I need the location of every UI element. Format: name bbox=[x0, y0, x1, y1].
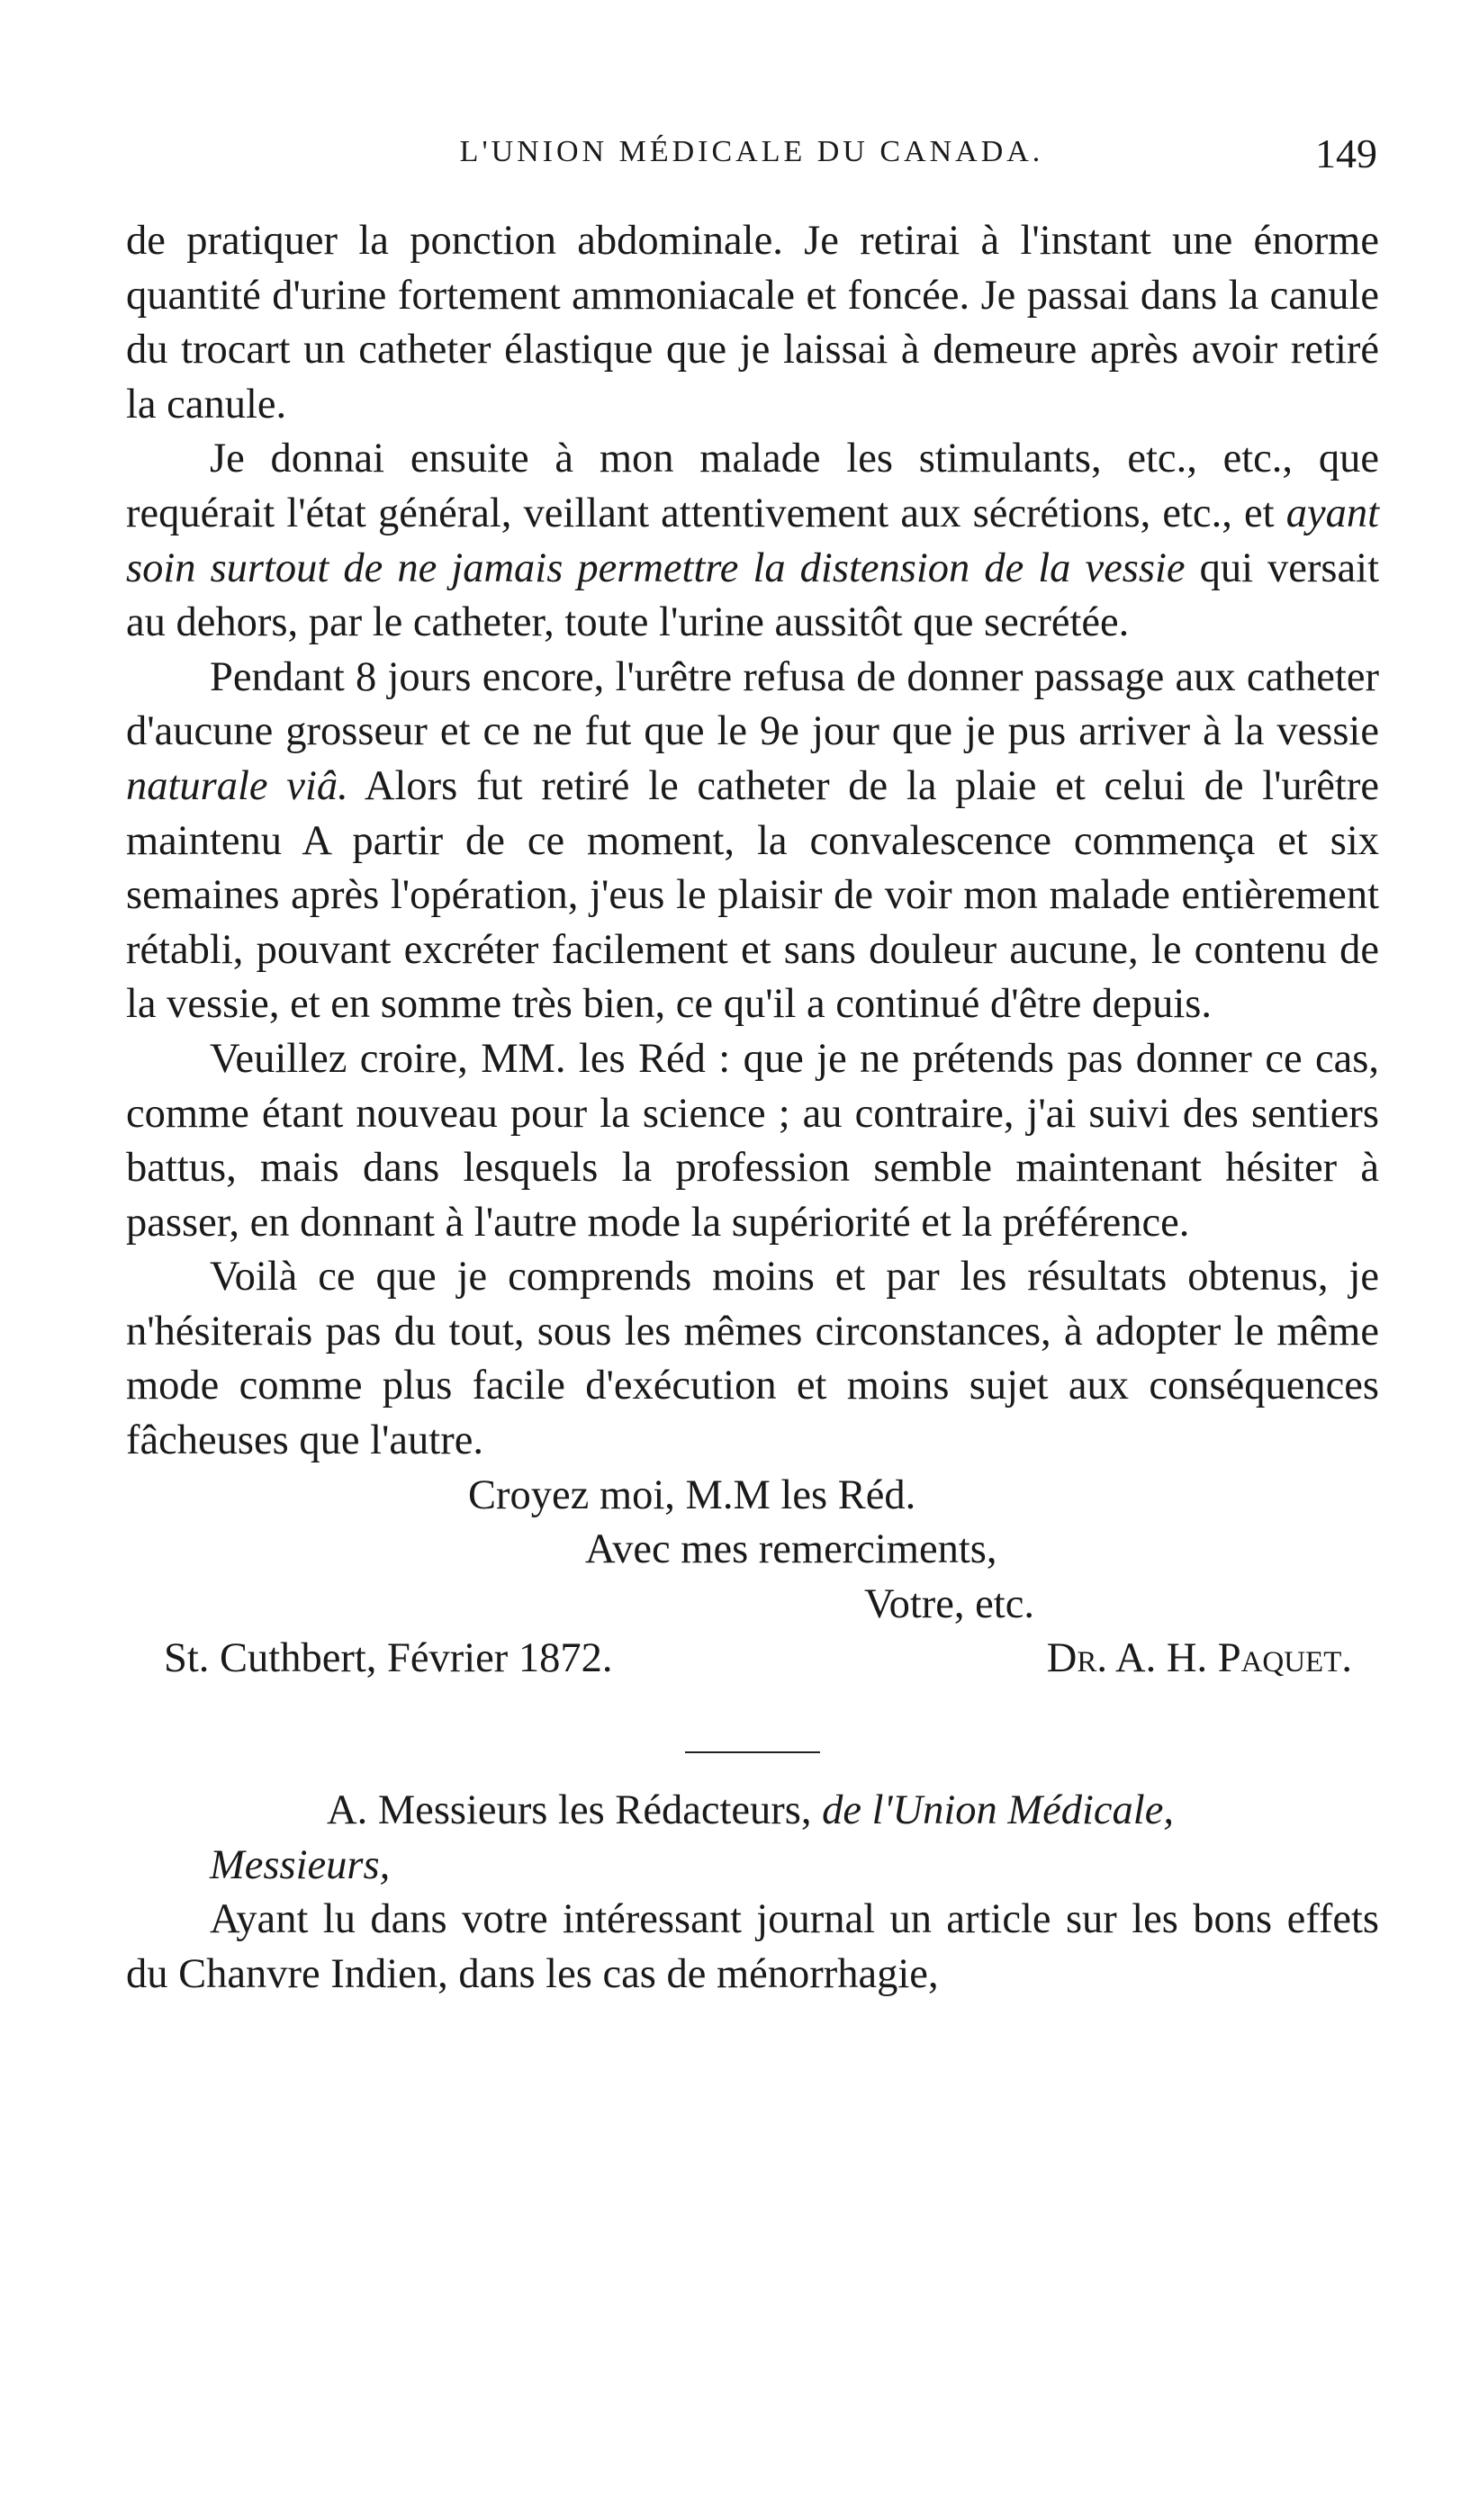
running-title: L'UNION MÉDICALE DU CANADA. bbox=[459, 135, 1044, 168]
letter-closing bbox=[126, 1469, 1379, 1687]
paragraph bbox=[126, 432, 1379, 650]
italic-text: Messieurs, bbox=[210, 1841, 391, 1888]
letter-address bbox=[126, 1784, 1379, 1839]
paragraph bbox=[126, 651, 1379, 1032]
text-run: qui versait au dehors, par le catheter, toute l'urine aussitôt que secrétée. bbox=[126, 544, 1380, 646]
italic-text: naturale viâ. bbox=[126, 762, 348, 809]
author-signature: Dr. A. H. Paquet. bbox=[1046, 1635, 1352, 1682]
section-divider bbox=[685, 1751, 820, 1753]
text-run: Je donnai ensuite à mon malade les stimulants, etc., etc., que requérait l'état général, veillant attentivement aux sécrétions, etc., et bbox=[126, 436, 1379, 536]
text-run: Pendant 8 jours encore, l'urêtre refusa de donner passage aux catheter d'aucune grosseur et ce ne fut que le 9e jour que je pus arriver à la vessie bbox=[126, 653, 1379, 755]
text-run: A. Messieurs les Rédacteurs, bbox=[327, 1787, 823, 1834]
paragraph: de pratiquer la ponction abdominale. Je retirai à l'instant une énorme quantité d'urine fortement ammoniacale et foncée. Je passai dans la canule du trocart un catheter élastique que je laissai à demeure après avoir retiré la canule. bbox=[126, 218, 1379, 428]
paragraph: Veuillez croire, MM. les Réd : que je ne prétends pas donner ce cas, comme étant nouveau pour la science ; au contraire, j'ai suivi des sentiers battus, mais dans lesquels la profession semble maintenant hésiter à passer, en donnant à l'autre mode la supériorité et la préférence. bbox=[126, 1035, 1379, 1246]
italic-text: ayant soin surtout de ne jamais permettre la distension de la vessie bbox=[126, 490, 1379, 591]
italic-text: de l'Union Médicale, bbox=[822, 1787, 1174, 1834]
closing-line: Votre, etc. bbox=[864, 1580, 1034, 1627]
body-text bbox=[126, 214, 1379, 2002]
place-date: St. Cuthbert, Février 1872. bbox=[164, 1635, 613, 1682]
paragraph: Ayant lu dans votre intéressant journal un article sur les bons effets du Chanvre Indien, dans les cas de ménorrhagie, bbox=[126, 1896, 1379, 1997]
closing-line: Avec mes remerciments, bbox=[585, 1526, 997, 1573]
closing-line: Croyez moi, M.M les Réd. bbox=[468, 1472, 916, 1518]
page-number: 149 bbox=[1315, 130, 1377, 176]
signature-row bbox=[126, 1632, 1379, 1687]
paragraph: Voilà ce que je comprends moins et par les résultats obtenus, je n'hésiterais pas du tout, sous les mêmes circonstances, à adopter le même mode comme plus facile d'exécution et moins sujet aux conséquences fâcheuses que l'autre. bbox=[126, 1254, 1379, 1464]
salutation bbox=[126, 1839, 1379, 1894]
text-run: Alors fut retiré le catheter de la plaie et celui de l'urêtre maintenu A partir de ce moment, la convalescence commença et six semaines après l'opération, j'eus le plaisir de voir mon malade entièrement rétabli, pouvant excréter facilement et sans douleur aucune, le contenu de la vessie, et en somme très bien, ce qu'il a continué d'être depuis. bbox=[126, 762, 1379, 1028]
running-head bbox=[126, 130, 1377, 189]
